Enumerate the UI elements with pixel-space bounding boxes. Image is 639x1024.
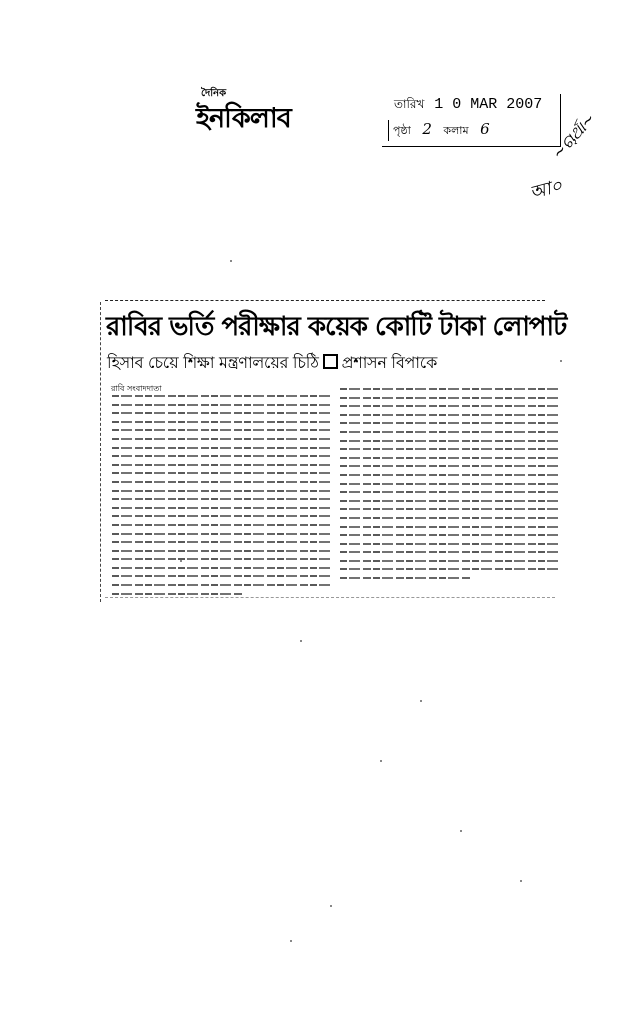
square-bullet-icon	[323, 354, 338, 369]
scanned-text-line	[340, 577, 471, 579]
scan-speck	[380, 760, 382, 762]
scanned-text-line	[340, 414, 558, 416]
scan-speck	[300, 640, 302, 642]
handwritten-mark: আ০	[527, 175, 565, 204]
publication-label: দৈনিক	[201, 88, 227, 99]
scanned-text-line	[340, 465, 558, 467]
subheadline-right: প্রশাসন বিপাকে	[341, 353, 438, 372]
subheadline-left: হিসাব চেয়ে শিক্ষা মন্ত্রণালয়ের চিঠি	[107, 353, 319, 372]
scanned-text-line	[340, 448, 558, 450]
scanned-text-line	[340, 491, 558, 493]
scanned-text-line	[340, 397, 558, 399]
scanned-text-line	[112, 421, 330, 423]
scan-speck	[290, 940, 292, 942]
left-rule	[100, 302, 101, 602]
scanned-text-line	[112, 498, 330, 500]
publication-name: ইনকিলাব	[196, 103, 291, 134]
scan-speck	[520, 880, 522, 882]
scanned-text-line	[112, 412, 330, 414]
stamp-column-value: 6	[480, 120, 490, 138]
scanned-text-line	[340, 508, 558, 510]
scanned-text-line	[340, 422, 558, 424]
scanned-text-line	[340, 568, 558, 570]
scanned-text-line	[112, 404, 330, 406]
scanned-text-line	[340, 534, 558, 536]
scanned-text-line	[112, 447, 330, 449]
scanned-text-line	[112, 481, 330, 483]
stamp-date: 1 0 MAR 2007	[434, 96, 543, 113]
scanned-text-line	[112, 438, 330, 440]
scanned-text-line	[340, 474, 558, 476]
clipping-stamp	[382, 94, 561, 147]
article-body-column-1	[112, 395, 330, 601]
scan-speck	[330, 905, 332, 907]
scanned-text-line	[340, 560, 558, 562]
scanned-text-line	[112, 464, 330, 466]
scanned-text-line	[340, 483, 558, 485]
scanned-text-line	[112, 429, 330, 431]
stamp-column-label: কলাম	[443, 124, 469, 137]
handwritten-signature: ~ଚାର୍ଥା~	[548, 108, 600, 163]
scanned-text-line	[340, 457, 558, 459]
scanned-text-line	[340, 517, 558, 519]
bottom-rule	[105, 597, 555, 598]
scanned-text-line	[112, 593, 243, 595]
stamp-date-row	[394, 96, 542, 116]
scanned-text-line	[340, 388, 558, 390]
scanned-text-line	[112, 395, 330, 397]
article-body-column-2	[340, 388, 558, 586]
stamp-page-value: 2	[422, 120, 432, 138]
scanned-text-line	[112, 515, 330, 517]
scanned-text-line	[340, 405, 558, 407]
scanned-text-line	[112, 533, 330, 535]
scanned-text-line	[112, 584, 330, 586]
scan-speck	[180, 560, 182, 562]
scanned-text-line	[340, 543, 558, 545]
scanned-text-line	[340, 551, 558, 553]
top-rule	[105, 300, 545, 301]
stamp-date-label: তারিখ	[394, 97, 425, 111]
byline: রাবি সংবাদদাতা	[111, 384, 162, 393]
scanned-text-line	[112, 567, 330, 569]
scan-speck	[560, 360, 562, 362]
scan-speck	[460, 830, 462, 832]
scanned-text-line	[112, 524, 330, 526]
subheadline	[107, 350, 437, 377]
scanned-text-line	[112, 575, 330, 577]
headline: রাবির ভর্তি পরীক্ষার কয়েক কোটি টাকা লোপাট	[106, 312, 567, 342]
scanned-text-line	[340, 500, 558, 502]
scanned-text-line	[340, 431, 558, 433]
stamp-page-row	[388, 120, 498, 141]
scanned-text-line	[112, 541, 330, 543]
scanned-text-line	[112, 455, 330, 457]
scanned-text-line	[112, 558, 330, 560]
scanned-text-line	[340, 440, 558, 442]
stamp-page-label: পৃষ্ঠা	[393, 124, 411, 137]
scanned-text-line	[112, 507, 330, 509]
scanned-text-line	[112, 550, 330, 552]
scanned-text-line	[112, 472, 330, 474]
scan-speck	[230, 260, 232, 262]
scan-speck	[420, 700, 422, 702]
scanned-text-line	[340, 526, 558, 528]
scanned-text-line	[112, 490, 330, 492]
